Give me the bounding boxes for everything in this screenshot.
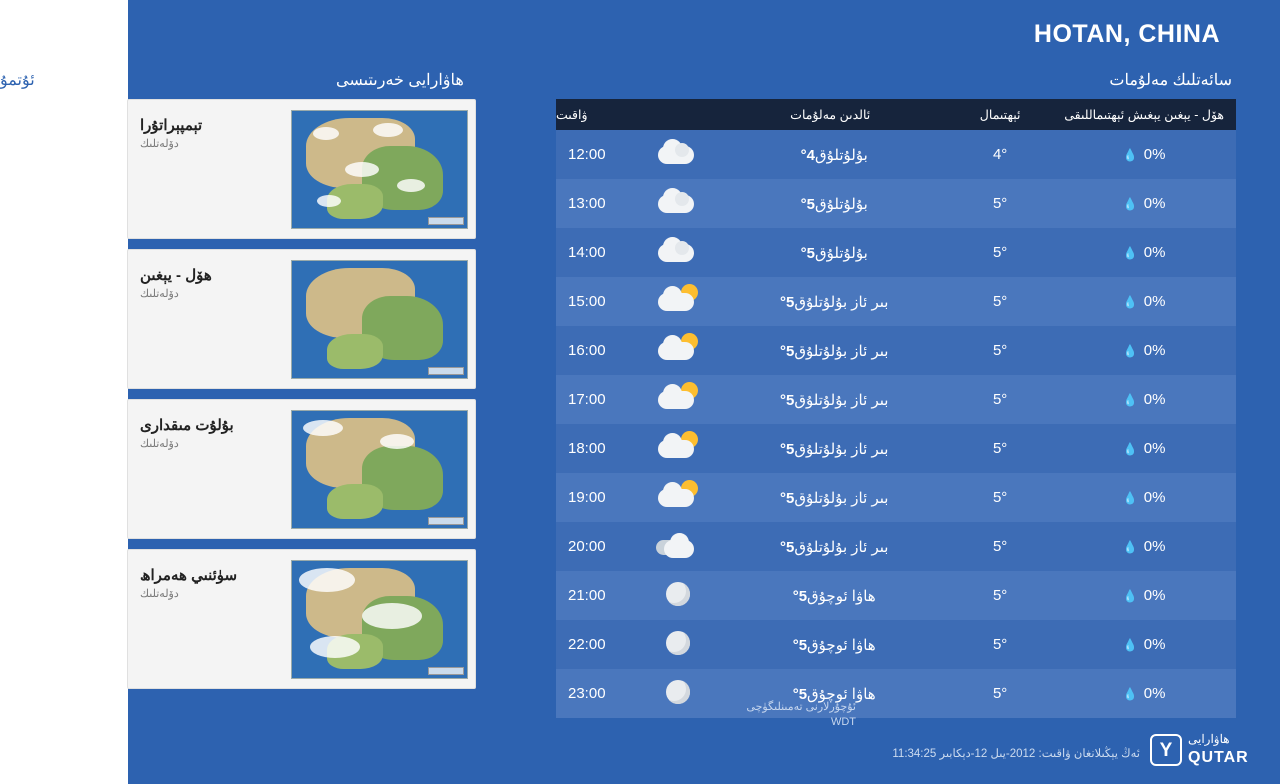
column-header-feels: ئېھتىمال bbox=[948, 99, 1052, 130]
map-card-text bbox=[140, 266, 290, 300]
last-updated-timestamp: ئەڭ يېڭىلانغان ۋاقىت: 2012-يىل 12-دېكابىر 11:34:25 bbox=[892, 748, 1140, 760]
hourly-section-title: سائەتلىك مەلۇمات bbox=[1109, 72, 1232, 89]
table-row[interactable] bbox=[556, 179, 1236, 228]
map-card-title: سۈئنىي ھەمراھ bbox=[140, 567, 238, 584]
cell-time: 12:00 bbox=[568, 146, 606, 163]
cell-precip bbox=[1052, 277, 1236, 326]
condition-text: بىر ئاز بۇلۇتلۇق bbox=[794, 391, 889, 409]
condition-text: بىر ئاز بۇلۇتلۇق bbox=[794, 440, 889, 458]
column-header-info: ئالدىن مەلۇمات bbox=[712, 99, 948, 130]
map-card-list bbox=[127, 99, 477, 699]
droplet-icon: 💧 bbox=[1122, 197, 1138, 211]
column-header-precip: ھۆل - يېغىن يېغىش ئېھتىماللىقى bbox=[1052, 99, 1236, 130]
precip-value: 0% bbox=[1143, 587, 1166, 604]
cell-time: 18:00 bbox=[568, 440, 606, 457]
cell-precip bbox=[1052, 571, 1236, 620]
cell-icon bbox=[642, 571, 712, 620]
cell-icon bbox=[642, 620, 712, 669]
cell-feels: 5° bbox=[992, 685, 1008, 702]
cell-time: 21:00 bbox=[568, 587, 606, 604]
condition-text: ھاۋا ئوچۇق bbox=[807, 685, 876, 703]
droplet-icon: 💧 bbox=[1122, 491, 1138, 505]
map-thumbnail-icon[interactable] bbox=[291, 260, 468, 379]
droplet-icon: 💧 bbox=[1122, 246, 1138, 260]
cell-condition bbox=[712, 473, 948, 522]
temperature-value: 5° bbox=[780, 440, 795, 458]
cell-precip bbox=[1052, 620, 1236, 669]
partly-cloudy-icon bbox=[654, 332, 700, 366]
condition-text: بىر ئاز بۇلۇتلۇق bbox=[794, 293, 889, 311]
table-row[interactable] bbox=[556, 277, 1236, 326]
temperature-value: 5° bbox=[780, 342, 795, 360]
precip-value: 0% bbox=[1143, 538, 1166, 555]
map-card-title: ھۆل - يېغىن bbox=[140, 267, 212, 284]
cell-precip bbox=[1052, 522, 1236, 571]
precip-value: 0% bbox=[1143, 293, 1166, 310]
table-row[interactable] bbox=[556, 571, 1236, 620]
condition-text: بۇلۇتلۇق bbox=[814, 244, 868, 262]
map-card-text bbox=[140, 416, 290, 450]
left-white-strip bbox=[0, 0, 128, 784]
cell-feels: 5° bbox=[992, 244, 1008, 261]
droplet-icon: 💧 bbox=[1122, 687, 1138, 701]
cell-precip bbox=[1052, 424, 1236, 473]
cell-time: 22:00 bbox=[568, 636, 606, 653]
temperature-value: 5° bbox=[792, 685, 808, 703]
cell-condition bbox=[712, 228, 948, 277]
temperature-value: 5° bbox=[780, 489, 795, 507]
table-row[interactable] bbox=[556, 130, 1236, 179]
clear-night-icon bbox=[654, 626, 700, 660]
cell-precip bbox=[1052, 326, 1236, 375]
cell-precip bbox=[1052, 473, 1236, 522]
cell-icon bbox=[642, 522, 712, 571]
precip-value: 0% bbox=[1143, 636, 1166, 653]
map-card[interactable] bbox=[127, 399, 476, 539]
droplet-icon: 💧 bbox=[1122, 393, 1138, 407]
map-card-subtitle: دۆلەتلىك bbox=[140, 138, 179, 150]
cell-precip bbox=[1052, 179, 1236, 228]
cloudy-icon bbox=[654, 185, 700, 219]
mostly-cloudy-icon bbox=[654, 528, 700, 562]
brand-logo[interactable] bbox=[1150, 730, 1268, 770]
credit-line-1: ئۇچۇرلارنى تەمىنلىگۈچى bbox=[746, 701, 856, 713]
precip-value: 0% bbox=[1143, 489, 1166, 506]
cell-icon bbox=[642, 424, 712, 473]
condition-text: بۇلۇتلۇق bbox=[814, 146, 868, 164]
temperature-value: 5° bbox=[780, 538, 795, 556]
table-row[interactable] bbox=[556, 326, 1236, 375]
cell-feels: 5° bbox=[992, 342, 1008, 359]
cell-time: 20:00 bbox=[568, 538, 606, 555]
cell-condition bbox=[712, 326, 948, 375]
logo-bottom-text: QUTAR bbox=[1188, 749, 1249, 766]
map-card-text bbox=[140, 116, 290, 150]
map-thumbnail-icon[interactable] bbox=[291, 410, 468, 529]
map-card-subtitle: دۆلەتلىك bbox=[140, 588, 179, 600]
cell-icon bbox=[642, 130, 712, 179]
left-section-title: ئۇتمۇ bbox=[0, 72, 35, 89]
cell-icon bbox=[642, 326, 712, 375]
cell-precip bbox=[1052, 228, 1236, 277]
cell-feels: 5° bbox=[992, 293, 1008, 310]
cell-condition bbox=[712, 424, 948, 473]
temperature-value: 5° bbox=[780, 293, 795, 311]
column-header-icon bbox=[642, 99, 712, 130]
cell-feels: 5° bbox=[992, 391, 1008, 408]
precip-value: 0% bbox=[1143, 685, 1166, 702]
droplet-icon: 💧 bbox=[1122, 589, 1138, 603]
map-thumbnail-icon[interactable] bbox=[291, 110, 468, 229]
condition-text: ھاۋا ئوچۇق bbox=[807, 587, 876, 605]
cell-condition bbox=[712, 522, 948, 571]
condition-text: بىر ئاز بۇلۇتلۇق bbox=[794, 489, 889, 507]
cell-time: 14:00 bbox=[568, 244, 606, 261]
map-card-text bbox=[140, 566, 290, 600]
table-row[interactable] bbox=[556, 424, 1236, 473]
cell-time: 13:00 bbox=[568, 195, 606, 212]
table-row[interactable] bbox=[556, 375, 1236, 424]
hourly-forecast-table[interactable] bbox=[556, 99, 1236, 703]
cell-time: 17:00 bbox=[568, 391, 606, 408]
cloudy-icon bbox=[654, 136, 700, 170]
partly-cloudy-icon bbox=[654, 430, 700, 464]
droplet-icon: 💧 bbox=[1122, 442, 1138, 456]
table-row[interactable] bbox=[556, 522, 1236, 571]
precip-value: 0% bbox=[1143, 146, 1166, 163]
table-header-row bbox=[556, 99, 1236, 130]
clear-night-icon bbox=[654, 577, 700, 611]
cell-icon bbox=[642, 179, 712, 228]
precip-value: 0% bbox=[1143, 342, 1166, 359]
credit-line-2: WDT bbox=[830, 716, 856, 728]
maps-section-title: ھاۋارايى خەرىتىسى bbox=[336, 72, 464, 89]
partly-cloudy-icon bbox=[654, 283, 700, 317]
map-card[interactable] bbox=[127, 249, 476, 389]
page-title: HOTAN, CHINA bbox=[1033, 20, 1220, 48]
condition-text: بۇلۇتلۇق bbox=[814, 195, 868, 213]
cell-feels: 5° bbox=[992, 538, 1008, 555]
map-card-title: بۇلۇت مىقدارى bbox=[140, 417, 234, 434]
table-body bbox=[556, 130, 1236, 718]
cell-feels: 5° bbox=[992, 587, 1008, 604]
precip-value: 0% bbox=[1143, 244, 1166, 261]
logo-top-text: ھاۋارايى bbox=[1188, 732, 1230, 746]
cell-condition bbox=[712, 620, 948, 669]
condition-text: ھاۋا ئوچۇق bbox=[807, 636, 876, 654]
table-row[interactable] bbox=[556, 620, 1236, 669]
cell-feels: 5° bbox=[992, 440, 1008, 457]
droplet-icon: 💧 bbox=[1122, 148, 1138, 162]
cell-feels: 4° bbox=[992, 146, 1008, 163]
table-row[interactable] bbox=[556, 228, 1236, 277]
cell-icon bbox=[642, 473, 712, 522]
condition-text: بىر ئاز بۇلۇتلۇق bbox=[794, 538, 889, 556]
droplet-icon: 💧 bbox=[1122, 638, 1138, 652]
data-provider-credit bbox=[556, 700, 856, 730]
temperature-value: 5° bbox=[780, 391, 795, 409]
cell-precip bbox=[1052, 130, 1236, 179]
map-card-title: تېمپېراتۇرا bbox=[140, 117, 203, 134]
cell-precip bbox=[1052, 669, 1236, 718]
temperature-value: 5° bbox=[800, 244, 815, 262]
column-header-time: ۋاقىت bbox=[556, 99, 642, 130]
precip-value: 0% bbox=[1143, 440, 1166, 457]
cell-precip bbox=[1052, 375, 1236, 424]
cell-icon bbox=[642, 277, 712, 326]
partly-cloudy-icon bbox=[654, 381, 700, 415]
map-card-subtitle: دۆلەتلىك bbox=[140, 288, 179, 300]
map-card[interactable] bbox=[127, 99, 476, 239]
map-card-subtitle: دۆلەتلىك bbox=[140, 438, 179, 450]
map-thumbnail-icon[interactable] bbox=[291, 560, 468, 679]
droplet-icon: 💧 bbox=[1122, 540, 1138, 554]
map-card[interactable] bbox=[127, 549, 476, 689]
cell-condition bbox=[712, 277, 948, 326]
droplet-icon: 💧 bbox=[1122, 344, 1138, 358]
cell-condition bbox=[712, 571, 948, 620]
cell-time: 15:00 bbox=[568, 293, 606, 310]
condition-text: بىر ئاز بۇلۇتلۇق bbox=[794, 342, 889, 360]
cell-feels: 5° bbox=[992, 195, 1008, 212]
cell-icon bbox=[642, 228, 712, 277]
precip-value: 0% bbox=[1143, 391, 1166, 408]
droplet-icon: 💧 bbox=[1122, 295, 1138, 309]
cell-condition bbox=[712, 130, 948, 179]
cell-feels: 5° bbox=[992, 636, 1008, 653]
precip-value: 0% bbox=[1143, 195, 1166, 212]
cell-condition bbox=[712, 375, 948, 424]
temperature-value: 5° bbox=[792, 587, 808, 605]
cell-condition bbox=[712, 179, 948, 228]
cloudy-icon bbox=[654, 234, 700, 268]
temperature-value: 4° bbox=[800, 146, 815, 164]
cell-time: 16:00 bbox=[568, 342, 606, 359]
logo-mark-icon: Y bbox=[1150, 734, 1182, 766]
cell-time: 23:00 bbox=[568, 685, 606, 702]
cell-icon bbox=[642, 375, 712, 424]
cell-feels: 5° bbox=[992, 489, 1008, 506]
table-row[interactable] bbox=[556, 473, 1236, 522]
partly-cloudy-icon bbox=[654, 479, 700, 513]
cell-time: 19:00 bbox=[568, 489, 606, 506]
temperature-value: 5° bbox=[800, 195, 815, 213]
temperature-value: 5° bbox=[792, 636, 808, 654]
